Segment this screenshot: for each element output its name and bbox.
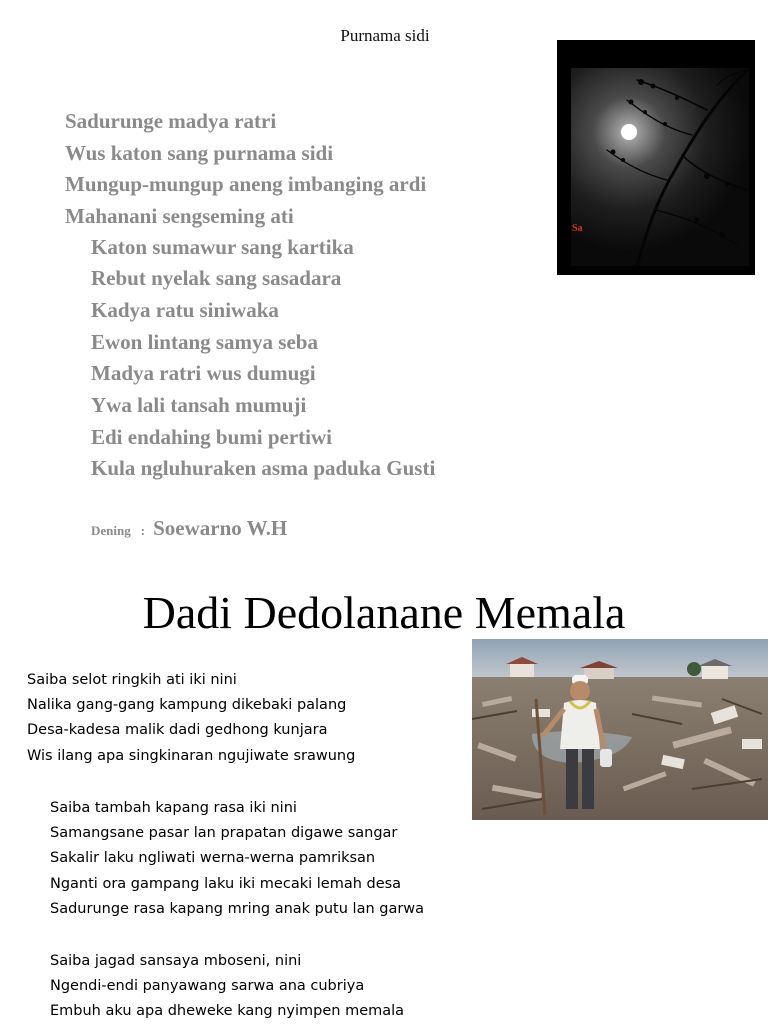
poem-line: Edi endahing bumi pertiwi bbox=[91, 425, 332, 449]
poem-line: Ywa lali tansah mumuji bbox=[91, 393, 307, 417]
poem-line: Sakalir laku ngliwati werna-werna pamriksan bbox=[50, 850, 376, 866]
moon-night-photo bbox=[557, 40, 755, 275]
poem-line: Saiba selot ringkih ati iki nini bbox=[27, 672, 237, 688]
poem-line: Katon sumawur sang kartika bbox=[91, 235, 354, 259]
poem-line: Embuh aku apa dheweke kang nyimpen memala bbox=[50, 1003, 405, 1019]
author-separator: : bbox=[140, 523, 146, 538]
poem-title-large: Dadi Dedolanane Memala bbox=[142, 587, 626, 638]
author-label: Dening bbox=[91, 523, 131, 538]
tsunami-debris-photo bbox=[472, 639, 768, 820]
poem-title: Purnama sidi bbox=[340, 26, 430, 45]
poem-line: Saiba jagad sansaya mboseni, nini bbox=[50, 953, 302, 969]
poem-line: Kadya ratu siniwaka bbox=[91, 298, 279, 322]
poem-line: Nalika gang-gang kampung dikebaki palang bbox=[27, 697, 347, 713]
poem-line: Mahanani sengseming ati bbox=[65, 204, 294, 228]
poem-line: Madya ratri wus dumugi bbox=[91, 361, 316, 385]
poem-line: Mungup-mungup aneng imbanging ardi bbox=[65, 172, 427, 196]
poem-line: Nganti ora gampang laku iki mecaki lemah desa bbox=[50, 876, 402, 892]
poem-line: Kula ngluhuraken asma paduka Gusti bbox=[91, 456, 436, 480]
poem-line: Desa-kadesa malik dadi gedhong kunjara bbox=[27, 722, 328, 738]
poem-line: Sadurunge rasa kapang mring anak putu lan garwa bbox=[50, 901, 425, 917]
poem-line: Rebut nyelak sang sasadara bbox=[91, 266, 342, 290]
poem-line: Samangsane pasar lan prapatan digawe sangar bbox=[50, 825, 398, 841]
poem-line: Sadurunge madya ratri bbox=[65, 109, 277, 133]
poem-line: Wis ilang apa singkinaran ngujiwate srawung bbox=[27, 748, 356, 764]
poem-line: Saiba tambah kapang rasa iki nini bbox=[50, 800, 297, 816]
poem-line: Ngendi-endi panyawang sarwa ana cubriya bbox=[50, 978, 365, 994]
poem-line: Wus katon sang purnama sidi bbox=[65, 141, 334, 165]
author-name: Soewarno W.H bbox=[153, 516, 288, 540]
author-byline bbox=[91, 516, 287, 541]
poem-line: Ewon lintang samya seba bbox=[91, 330, 318, 354]
image-caption-text: Sa bbox=[572, 223, 583, 234]
